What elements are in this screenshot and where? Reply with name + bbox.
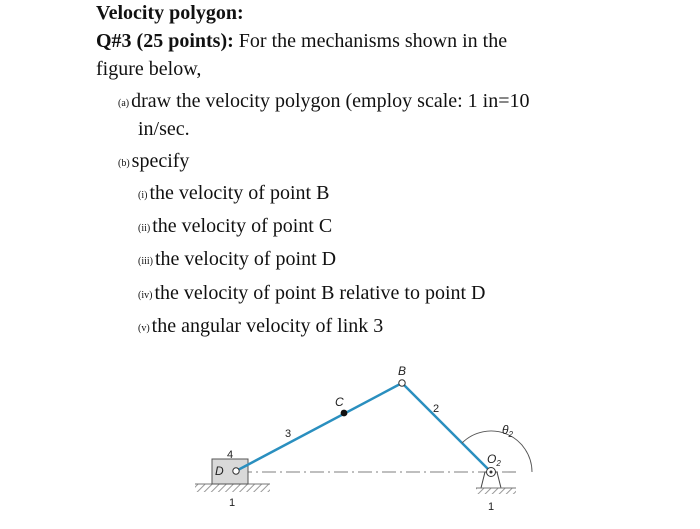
joint-b (399, 380, 405, 386)
sub-item-marker: (i) (138, 190, 148, 201)
link-2 (402, 383, 491, 472)
sub-item-text: the velocity of point C (152, 215, 333, 237)
part-a (118, 90, 530, 113)
sub-item-text: the angular velocity of link 3 (151, 315, 384, 337)
sub-item-ii (138, 215, 332, 238)
mechanism-figure (180, 360, 560, 520)
label-c: C (335, 395, 344, 409)
sub-item-iii (138, 248, 336, 271)
part-b-text: specify (131, 150, 190, 172)
label-ground-left: 1 (229, 497, 236, 509)
label-b: B (398, 364, 407, 378)
part-b (118, 150, 189, 173)
label-link-4: 4 (227, 449, 234, 461)
part-a-text-continued: in/sec. (138, 118, 190, 140)
sub-item-i (138, 182, 329, 205)
sub-item-marker: (ii) (138, 223, 151, 234)
question-label: Q#3 (25 points): (96, 30, 234, 52)
label-link-3: 3 (285, 428, 292, 440)
link-3 (236, 383, 402, 471)
label-ground-right: 1 (488, 501, 495, 513)
question-text-continued: figure below, (96, 58, 202, 80)
sub-item-iv (138, 282, 486, 305)
sub-item-marker: (iv) (138, 290, 153, 301)
label-theta: $\theta_2$ (502, 423, 513, 439)
sub-item-text: the velocity of point B relative to point D (154, 282, 486, 304)
sub-item-marker: (iii) (138, 256, 153, 267)
part-b-marker: (b) (118, 158, 130, 169)
ground-right (476, 488, 516, 494)
sub-item-v (138, 315, 383, 338)
label-o2: $O_2$ (487, 452, 501, 468)
ground-left (195, 484, 270, 492)
part-a-text: draw the velocity polygon (employ scale: 1 in=10 (131, 90, 530, 112)
question-text: For the mechanisms shown in the (233, 30, 508, 52)
joint-d (233, 468, 239, 474)
part-a-marker: (a) (118, 98, 130, 109)
point-c (341, 410, 348, 417)
label-link-2: 2 (433, 403, 440, 415)
question-line (96, 30, 507, 53)
section-heading: Velocity polygon: (96, 2, 244, 24)
label-d: D (215, 464, 224, 478)
sub-item-marker: (v) (138, 323, 150, 334)
sub-item-text: the velocity of point B (149, 182, 330, 204)
sub-item-text: the velocity of point D (155, 248, 337, 270)
joint-o2-center (490, 471, 493, 474)
